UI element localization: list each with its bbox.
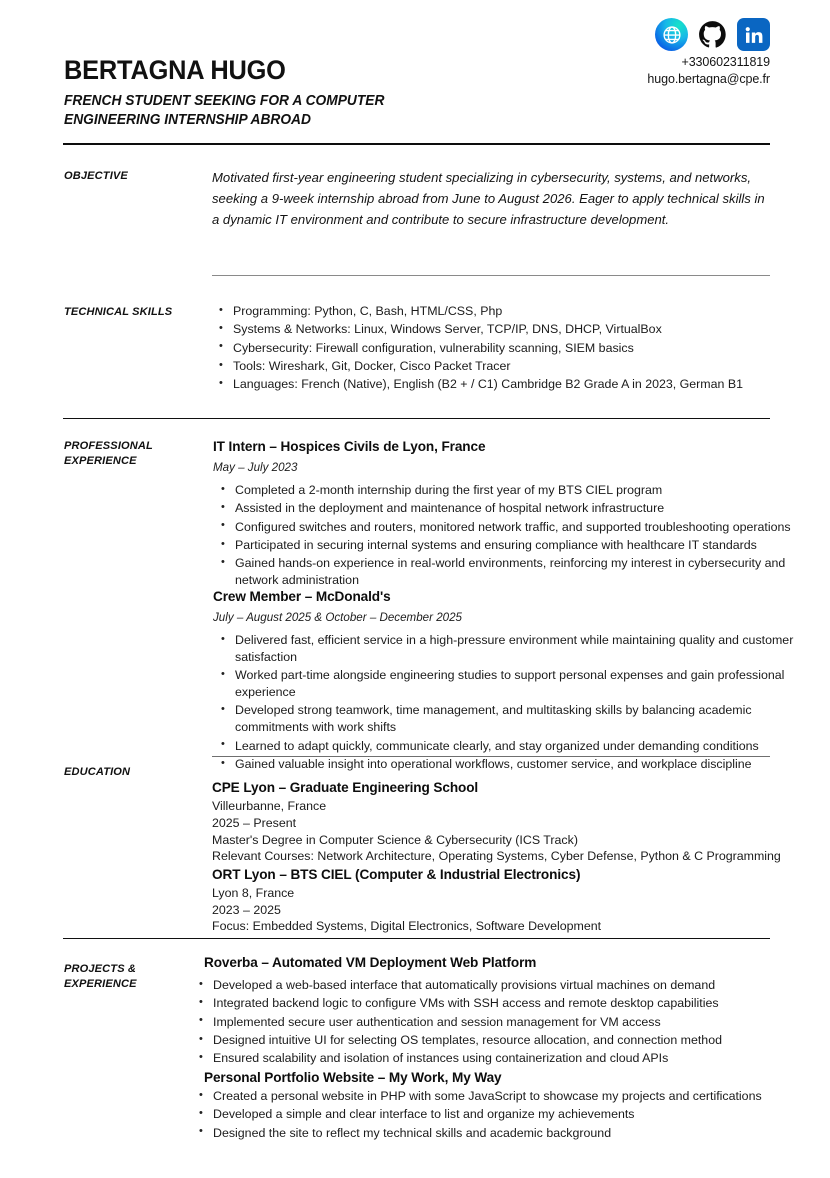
education-entries — [212, 778, 787, 935]
skill-item: • Tools: Wireshark, Git, Docker, Cisco Packet Tracer — [219, 358, 779, 375]
education-location: Villeurbanne, France — [212, 799, 327, 814]
job-bullet: • Delivered fast, efficient service in a high-pressure environment while maintaining quality and customer satisfaction — [221, 632, 801, 666]
experience-divider — [212, 756, 770, 757]
job-bullet: • Configured switches and routers, monitored network traffic, and supported troubleshooting operations — [221, 519, 806, 536]
job-bullet: • Learned to adapt quickly, communicate clearly, and stay organized under demanding conditions — [221, 738, 801, 755]
job-bullet: • Participated in securing internal systems and ensuring compliance with healthcare IT standards — [221, 537, 806, 554]
github-icon[interactable] — [696, 18, 729, 51]
pro-exp-label-line-1: PROFESSIONAL — [64, 440, 153, 452]
section-label-technical-skills: TECHNICAL SKILLS — [64, 306, 173, 318]
education-school: ORT Lyon – BTS CIEL (Computer & Industrial Electronics) — [212, 866, 581, 882]
skill-item: • Languages: French (Native), English (B2 + / C1) Cambridge B2 Grade A in 2023, German B1 — [219, 376, 779, 393]
project-bullet: • Integrated backend logic to configure VMs with SSH access and remote desktop capabilities — [199, 995, 789, 1012]
objective-divider — [212, 275, 770, 276]
job-bullet: • Assisted in the deployment and maintenance of hospital network infrastructure — [221, 500, 806, 517]
education-location: Lyon 8, France — [212, 886, 295, 901]
project-bullet: • Developed a web-based interface that automatically provisions virtual machines on demand — [199, 977, 789, 994]
email-address[interactable]: hugo.bertagna@cpe.fr — [647, 72, 770, 87]
section-label-projects — [64, 962, 205, 991]
projects-label-line-1: PROJECTS & — [64, 963, 137, 975]
education-courses: Focus: Embedded Systems, Digital Electronics, Software Development — [212, 919, 602, 934]
project-bullets-0 — [199, 977, 789, 1069]
objective-text: Motivated first-year engineering student specializing in cybersecurity, systems, and networks, seeking a 9-week internship abroad from June to August 2026. Eager to apply technical skills in a dynamic IT environment and contribute to secure infrastructure development. — [212, 170, 765, 228]
skill-item: • Programming: Python, C, Bash, HTML/CSS, Php — [219, 303, 779, 320]
skills-divider — [63, 418, 770, 419]
education-courses: Relevant Courses: Network Architecture, Operating Systems, Cyber Defense, Python & C Programming — [212, 849, 781, 864]
project-bullet: • Created a personal website in PHP with some JavaScript to showcase my projects and certifications — [199, 1088, 789, 1105]
job-bullet: • Gained valuable insight into operational workflows, customer service, and workplace discipline — [221, 756, 801, 773]
skill-item: • Cybersecurity: Firewall configuration, vulnerability scanning, SIEM basics — [219, 340, 779, 357]
education-school: CPE Lyon – Graduate Engineering School — [212, 780, 479, 795]
education-divider — [63, 938, 770, 939]
candidate-tagline — [64, 92, 384, 130]
job-bullets-1 — [221, 632, 801, 774]
phone-number[interactable]: +330602311819 — [681, 55, 770, 69]
project-bullet: • Designed the site to reflect my technical skills and academic background — [199, 1125, 789, 1142]
project-bullet: • Ensured scalability and isolation of instances using containerization and cloud APIs — [199, 1050, 789, 1067]
project-bullet: • Designed intuitive UI for selecting OS templates, resource allocation, and connection method — [199, 1032, 789, 1049]
linkedin-icon[interactable] — [737, 18, 770, 51]
section-label-education: EDUCATION — [64, 766, 131, 778]
skill-item: • Systems & Networks: Linux, Windows Server, TCP/IP, DNS, DHCP, VirtualBox — [219, 321, 779, 338]
job-bullet: • Completed a 2-month internship during the first year of my BTS CIEL program — [221, 482, 806, 499]
job-date-0: May – July 2023 — [213, 461, 298, 474]
job-bullet: • Developed strong teamwork, time management, and multitasking skills by balancing academic commitments with work shifts — [221, 702, 801, 736]
job-bullet: • Gained hands-on experience in real-world environments, reinforcing my interest in cybersecurity and network administration — [221, 555, 806, 589]
project-bullet: • Developed a simple and clear interface to list and organize my achievements — [199, 1106, 789, 1123]
section-label-professional-experience — [64, 439, 205, 468]
candidate-name: BERTAGNA HUGO — [64, 55, 286, 85]
header-divider — [63, 143, 770, 145]
contact-block — [647, 18, 770, 89]
pro-exp-label-line-2: EXPERIENCE — [64, 454, 137, 467]
education-years: 2025 – Present — [212, 816, 297, 830]
section-label-objective: OBJECTIVE — [64, 170, 128, 182]
tagline-line-1: FRENCH STUDENT SEEKING FOR A COMPUTER — [64, 93, 385, 109]
project-bullet: • Implemented secure user authentication and session management for VM access — [199, 1014, 789, 1031]
tagline-line-2: ENGINEERING INTERNSHIP ABROAD — [64, 112, 311, 129]
project-title-1: Personal Portfolio Website – My Work, My Way — [204, 1070, 502, 1085]
technical-skills-list — [219, 303, 779, 395]
project-bullets-1 — [199, 1088, 789, 1143]
job-title-1: Crew Member – McDonald's — [213, 589, 391, 604]
education-years: 2023 – 2025 — [212, 902, 281, 917]
resume-header — [0, 0, 830, 143]
project-title-0: Roverba – Automated VM Deployment Web Platform — [204, 955, 537, 970]
education-degree: Master's Degree in Computer Science & Cybersecurity (ICS Track) — [212, 832, 578, 847]
job-bullets-0 — [221, 482, 806, 591]
website-globe-icon[interactable] — [655, 18, 688, 51]
job-bullet: • Worked part-time alongside engineering studies to support personal expenses and gain professional experience — [221, 667, 801, 701]
job-date-1: July – August 2025 & October – December 2025 — [213, 611, 462, 624]
projects-label-line-2: EXPERIENCE — [64, 977, 137, 990]
job-title-0: IT Intern – Hospices Civils de Lyon, France — [213, 439, 486, 454]
social-links-row — [647, 18, 770, 51]
